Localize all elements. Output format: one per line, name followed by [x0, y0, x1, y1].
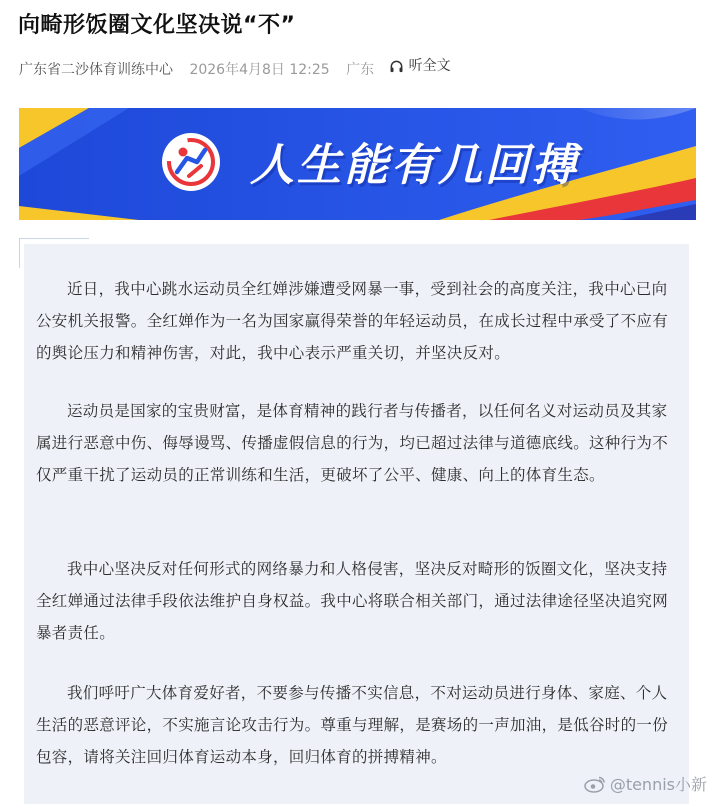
- listen-button[interactable]: [389, 56, 451, 76]
- paragraph-2: 运动员是国家的宝贵财富，是体育精神的践行者与传播者，以任何名义对运动员及其家属进行恶意中伤、侮辱谩骂、传播虚假信息的行为，均已超过法律与道德底线。这种行为不仅严重干扰了运动员的正常训练和生活，更破坏了公平、健康、向上的体育生态。: [36, 402, 669, 484]
- headphones-icon: [389, 59, 404, 74]
- watermark-text: @tennis小新: [609, 775, 707, 794]
- paragraph-3: 我中心坚决反对任何形式的网络暴力和人格侵害，坚决反对畸形的饭圈文化，坚决支持全红婵通过法律手段依法维护自身权益。我中心将联合相关部门，通过法律途径坚决追究网暴者责任。: [36, 560, 669, 642]
- source-link[interactable]: 广东省二沙体育训练中心: [19, 61, 173, 78]
- article-title: 向畸形饭圈文化坚决说“不”: [18, 13, 296, 38]
- region-label: 广东: [346, 61, 375, 78]
- listen-label: 听全文: [408, 58, 451, 74]
- sports-center-logo: [161, 132, 221, 192]
- banner-slogan: 人生能有几回搏: [250, 140, 579, 191]
- corner-line-vertical: [19, 238, 20, 268]
- watermark: [584, 772, 707, 795]
- article-meta: [19, 56, 451, 80]
- corner-line-horizontal: [19, 238, 89, 239]
- paragraph-1: 近日，我中心跳水运动员全红婵涉嫌遭受网暴一事，受到社会的高度关注，我中心已向公安机关报警。全红婵作为一名为国家赢得荣誉的年轻运动员，在成长过程中承受了不应有的舆论压力和精神伤害，对此，我中心表示严重关切，并坚决反对。: [36, 280, 669, 362]
- publish-date: 2026年4月8日 12:25: [189, 61, 330, 78]
- paragraph-4: 我们呼吁广大体育爱好者，不要参与传播不实信息，不对运动员进行身体、家庭、个人生活的恶意评论，不实施言论攻击行为。尊重与理解，是赛场的一声加油，是低谷时的一份包容，请将关注回归体育运动本身，回归体育的拼搏精神。: [36, 684, 669, 766]
- weibo-icon: [584, 775, 606, 793]
